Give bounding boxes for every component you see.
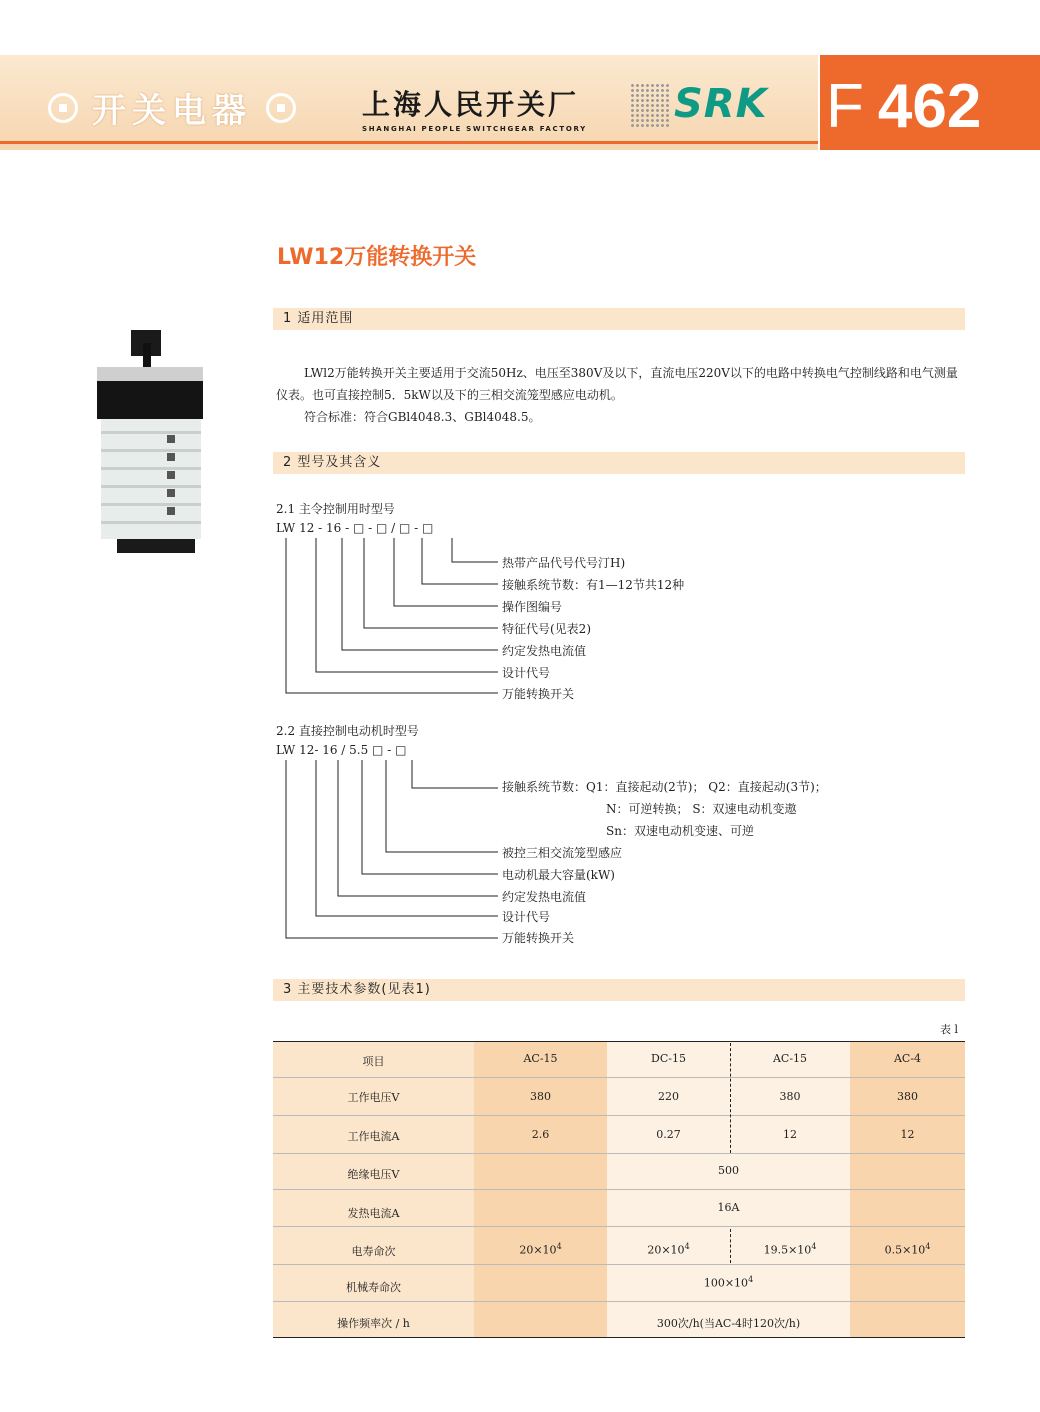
scope-text [276,362,966,428]
category-text: 开关电器 [92,91,252,131]
th-ac15: AC-15 [523,1052,558,1065]
cell: 220 [658,1090,679,1103]
model1-label-4: 特征代号(见表2) [502,622,591,636]
product-photo [95,325,205,555]
row-elife-item: 电寿命次 [351,1245,396,1258]
cell: 2.6 [531,1128,550,1141]
row-line [273,1226,965,1227]
cell [730,1242,850,1257]
cell: 0.27 [656,1128,681,1141]
page-number [826,71,981,142]
cell-merged: 500 [718,1164,739,1177]
bullet-circle-icon [266,93,296,123]
cell: 380 [897,1090,918,1103]
th-item: 项目 [362,1055,385,1068]
cell-value: 19.5×10 [763,1243,812,1257]
section-heading-params: 3 主要技术参数(见表1) [273,979,965,1001]
cell [607,1242,730,1257]
row-voltage-item: 工作电压V [347,1091,400,1104]
row-mlife-item: 机械寿命次 [346,1281,401,1294]
row-insulation-item: 绝缘电压V [347,1168,400,1181]
model1-label-1: 热带产品代号代号汀H) [502,556,626,570]
row-line [273,1189,965,1190]
page-digits: 462 [877,72,982,141]
row-frequency-item: 操作频率次 / h [337,1317,410,1330]
page-header [0,55,1040,150]
model2-label-3: Sn：双速电动机变速、可逆 [606,824,754,838]
exponent: 4 [748,1275,754,1284]
model2-lines [276,760,506,942]
brand-logo: SRK [674,81,768,127]
th-ac4: AC-4 [893,1052,922,1065]
factory-name-cn: 上海人民开关厂 [362,88,580,121]
row-line [273,1301,965,1302]
standard-paragraph: 符合标准：符合GBl4048.3、GBl4048.5。 [304,410,541,424]
cell-value: 20×10 [647,1243,685,1257]
cell [474,1242,607,1257]
model2-label-6: 约定发热电流值 [502,890,587,904]
factory-name-en: SHANGHAI PEOPLE SWITCHGEAR FACTORY [362,125,587,133]
model1-label-2: 接触系统节数：有1—12节共12种 [502,578,685,592]
cell: 12 [783,1128,797,1141]
cell: 380 [530,1090,551,1103]
factory-logo [362,83,587,133]
model2-heading: 2.2 直接控制电动机时型号 [276,724,419,738]
th-ac15-2: AC-15 [772,1052,808,1065]
row-line [273,1077,965,1078]
page-letter: F [826,72,864,141]
scope-paragraph: LWl2万能转换开关主要适用于交流50Hz、电压至380V及以下，直流电压220V以下的电路中转换电气控制线路和电气测量仪表。也可直接控制5．5kW以及下的三相交流笼型感应电动机。 [276,366,958,402]
model1-heading: 2.1 主令控制用时型号 [276,502,395,516]
model2-label-2: N：可逆转换； S：双速电动机变遨 [606,802,797,816]
model2-label-5: 电动机最大容量(kW) [502,868,615,882]
section-heading-model: 2 型号及其含义 [273,452,965,474]
spec-table [273,1041,965,1338]
row-line [273,1264,965,1265]
cell-value: 100×10 [703,1276,749,1290]
model2-label-4: 被控三相交流笼型感应 [502,846,623,860]
cell-value: 20×10 [519,1243,557,1257]
cell-value: 0.5×10 [884,1243,926,1257]
table-caption: 表 l [940,1023,959,1036]
exponent: 4 [811,1242,817,1251]
exponent: 4 [925,1242,931,1251]
row-current-item: 工作电流A [347,1130,400,1143]
cell: 12 [900,1128,915,1141]
model2-code: LW 12- 16 / 5.5 □ - □ [276,743,407,757]
model1-lines [276,538,506,698]
bullet-circle-icon [48,93,78,123]
section-heading-scope: 1 适用范围 [273,308,965,330]
model1-label-7: 万能转换开关 [502,687,575,701]
category-label [48,83,296,132]
table-bottom-rule [273,1337,965,1338]
page-title: LW12万能转换开关 [277,245,477,270]
dot-pattern-icon [630,83,670,127]
divider [818,55,820,150]
model1-label-6: 设计代号 [502,666,551,680]
model2-label-7: 设计代号 [502,910,551,924]
model1-label-3: 操作图编号 [502,600,563,614]
cell-merged [607,1275,850,1290]
model2-label-8: 万能转换开关 [502,931,575,945]
model1-code: LW 12 - 16 - □ - □ / □ - □ [276,521,434,535]
model2-label-1: 接触系统节数：Q1：直接起动(2节)； Q2：直接起动(3节)； [502,780,827,794]
cell-merged: 16A [717,1201,740,1214]
row-thermal-item: 发热电流A [347,1207,400,1220]
exponent: 4 [556,1242,562,1251]
cell [850,1242,965,1257]
row-line [273,1115,965,1116]
cell: 380 [779,1090,801,1103]
row-line [273,1153,965,1154]
th-dc15: DC-15 [651,1052,686,1065]
exponent: 4 [684,1242,690,1251]
cell-merged: 300次/h(当AC-4时120次/h) [656,1317,801,1330]
table-top-rule [273,1041,965,1042]
model1-label-5: 约定发热电流值 [502,644,587,658]
